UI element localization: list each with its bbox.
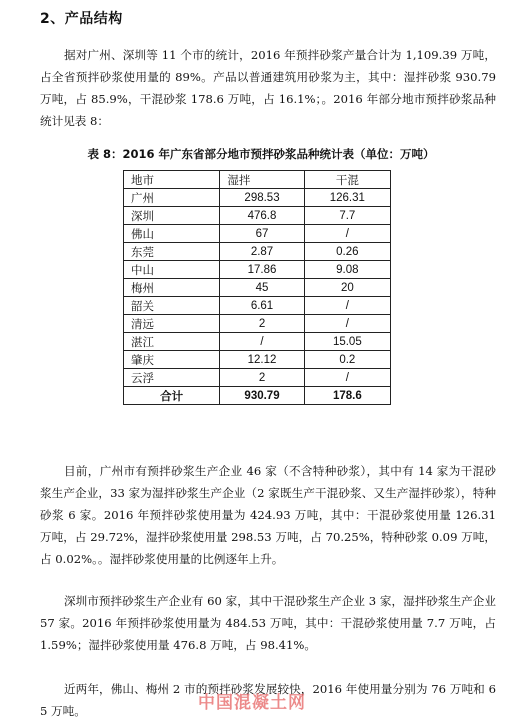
cell-city: 深圳 [124,207,220,225]
cell-dry-mix: / [304,297,390,315]
cell-dry-mix: 126.31 [304,189,390,207]
table-row [124,189,391,207]
table-total-row [124,387,391,405]
cell-wet-mix: 6.61 [220,297,304,315]
cell-wet-mix: 2 [220,315,304,333]
cell-wet-mix: 2 [220,369,304,387]
total-dry-mix: 178.6 [304,387,390,405]
cell-dry-mix: 9.08 [304,261,390,279]
cell-dry-mix: / [304,315,390,333]
cell-wet-mix: 298.53 [220,189,304,207]
table-row [124,243,391,261]
cell-city: 云浮 [124,369,220,387]
total-label: 合计 [124,387,220,405]
section-heading: 2、产品结构 [40,11,123,27]
cell-wet-mix: 17.86 [220,261,304,279]
table-header-row [124,171,391,189]
table-row [124,297,391,315]
cell-city: 中山 [124,261,220,279]
cell-city: 佛山 [124,225,220,243]
intro-paragraph: 据对广州、深圳等 11 个市的统计，2016 年预拌砂浆产量合计为 1,109.39 万吨，占全省预拌砂浆使用量的 89%。产品以普通建筑用砂浆为主，其中：湿拌砂浆 930.79 万吨，占 85.9%，干混砂浆 178.6 万吨，占 16.1%；。2016 年部分地市预拌砂浆品种统计见表 8： [40,48,496,128]
cell-city: 韶关 [124,297,220,315]
cell-city: 梅州 [124,279,220,297]
cell-wet-mix: 476.8 [220,207,304,225]
table-row [124,315,391,333]
cell-wet-mix: 2.87 [220,243,304,261]
cell-city: 广州 [124,189,220,207]
total-wet-mix: 930.79 [220,387,304,405]
table-row [124,207,391,225]
cell-dry-mix: 20 [304,279,390,297]
header-wet-mix: 湿拌 [220,171,304,189]
header-dry-mix: 干混 [304,171,390,189]
table-row [124,351,391,369]
cell-dry-mix: / [304,225,390,243]
cell-dry-mix: 0.26 [304,243,390,261]
table-caption: 表 8：2016 年广东省部分地市预拌砂浆品种统计表（单位：万吨） [87,147,435,161]
table-row [124,333,391,351]
cell-dry-mix: 7.7 [304,207,390,225]
cell-wet-mix: / [220,333,304,351]
cell-city: 东莞 [124,243,220,261]
guangzhou-paragraph: 目前，广州市有预拌砂浆生产企业 46 家（不含特种砂浆），其中有 14 家为干混砂浆生产企业，33 家为湿拌砂浆生产企业（2 家既生产干混砂浆、又生产湿拌砂浆），特种砂浆 6 家。2016 年预拌砂浆使用量为 424.93 万吨，其中：干混砂浆使用量 126.31 万吨，占 29.72%，湿拌砂浆使用量 298.53 万吨，占 70.25%，特种砂浆 0.09 万吨，占 0.02%。。湿拌砂浆使用量的比例逐年上升。 [40,464,496,566]
cell-wet-mix: 67 [220,225,304,243]
cell-dry-mix: / [304,369,390,387]
cell-city: 湛江 [124,333,220,351]
table-row [124,279,391,297]
table-row [124,225,391,243]
shenzhen-paragraph: 深圳市预拌砂浆生产企业有 60 家，其中干混砂浆生产企业 3 家，湿拌砂浆生产企业 57 家。2016 年预拌砂浆使用量为 484.53 万吨，其中：干混砂浆使用量 7.7 万吨，占 1.59%；湿拌砂浆使用量 476.8 万吨，占 98.41%。 [40,594,496,652]
watermark-logo: 中国混凝土网 [198,693,306,713]
cell-city: 肇庆 [124,351,220,369]
table-row [124,369,391,387]
table-row [124,261,391,279]
cell-wet-mix: 12.12 [220,351,304,369]
cell-dry-mix: 0.2 [304,351,390,369]
header-city: 地市 [124,171,220,189]
cell-wet-mix: 45 [220,279,304,297]
foshan-meizhou-paragraph: 近两年，佛山、梅州 2 市的预拌砂浆发展较快，2016 年使用量分别为 76 万吨和 65 万吨。 [40,682,496,718]
cell-city: 清远 [124,315,220,333]
cell-dry-mix: 15.05 [304,333,390,351]
mortar-statistics-table [123,170,391,405]
